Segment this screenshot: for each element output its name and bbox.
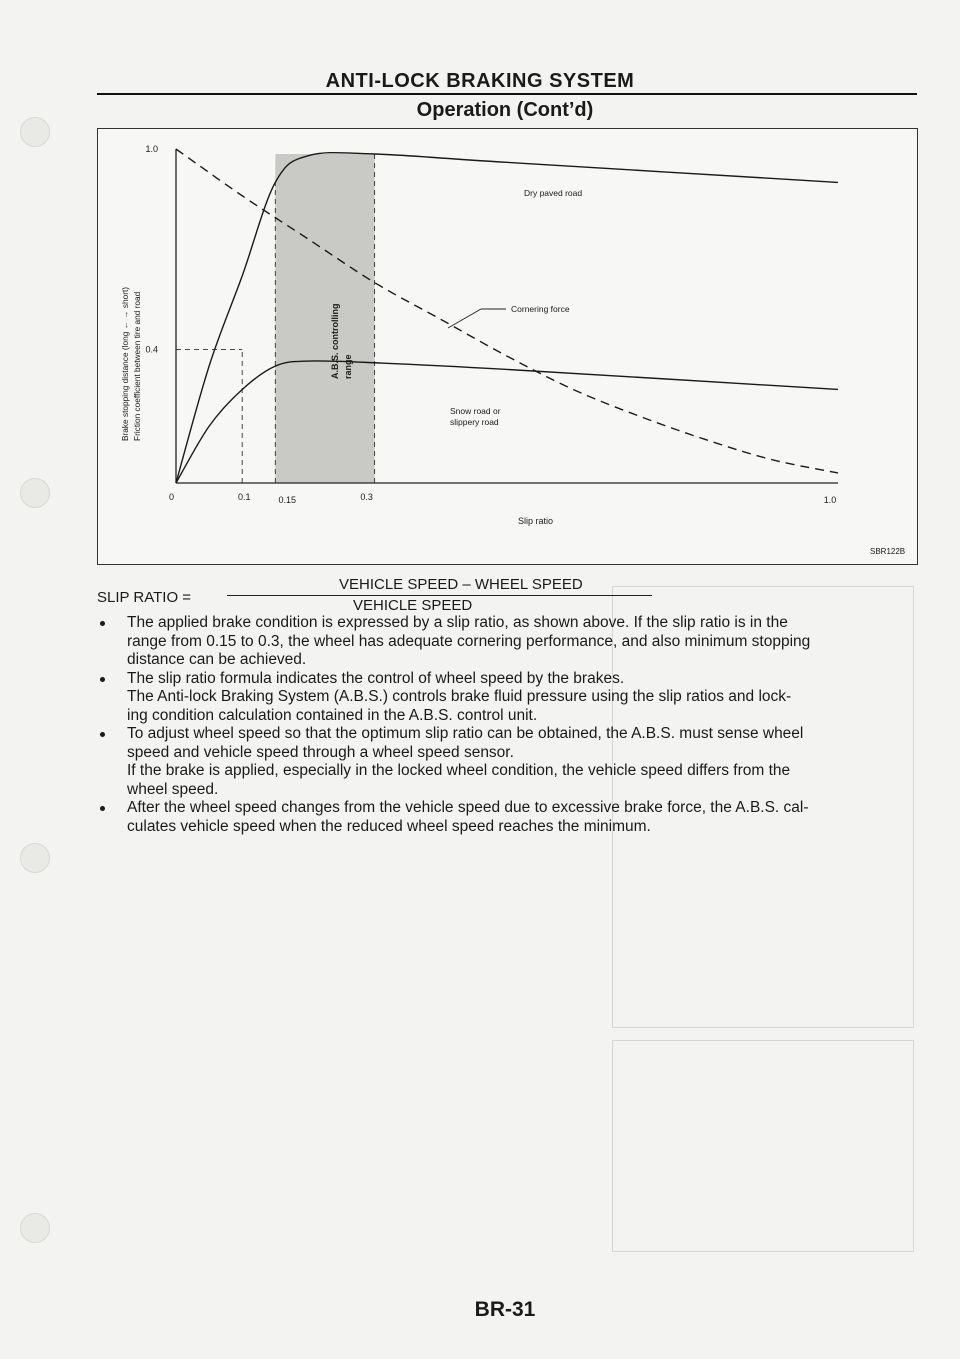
text-line: To adjust wheel speed so that the optimum slip ratio can be obtained, the A.B.S. must sense wheel <box>127 725 804 742</box>
figure-code: SBR122B <box>870 547 906 556</box>
y-axis-label-line-2: Friction coefficient between tire and road <box>132 291 142 441</box>
y-tick-label-0.4: 0.4 <box>145 344 158 355</box>
x-tick-label-0.15: 0.15 <box>278 495 297 505</box>
punch-hole-2 <box>20 478 50 508</box>
text-line: range from 0.15 to 0.3, the wheel has adequate cornering performance, and also minimum stopping <box>127 632 811 650</box>
annotation-cornering-force: Cornering force <box>511 304 570 314</box>
bullet-paragraph-3 <box>97 725 921 799</box>
x-tick-label-0: 0 <box>168 492 174 502</box>
text-line: distance can be achieved. <box>127 651 307 668</box>
annotation-dry-paved-road: Dry paved road <box>524 188 583 198</box>
text-line: ing condition calculation contained in the A.B.S. control unit. <box>127 706 538 724</box>
text-line: The slip ratio formula indicates the control of wheel speed by the brakes. <box>127 669 625 687</box>
header-rule <box>97 93 917 95</box>
x-tick-label-0.1: 0.1 <box>237 492 251 502</box>
bullet-dot <box>100 621 105 626</box>
slip-ratio-figure <box>97 128 918 565</box>
body-text <box>97 614 921 836</box>
annotation-snow-road-line-1: Snow road or <box>450 406 501 416</box>
formula-fraction-bar <box>227 595 652 596</box>
text-line: The Anti-lock Braking System (A.B.S.) controls brake fluid pressure using the slip ratios and lock- <box>127 688 792 705</box>
bullet-dot <box>100 806 105 811</box>
formula-numerator: VEHICLE SPEED – WHEEL SPEED <box>339 576 583 593</box>
formula-denominator: VEHICLE SPEED <box>353 597 473 614</box>
annotation-snow-road-line-2: slippery road <box>450 417 499 427</box>
slip-ratio-chart <box>98 129 917 564</box>
text-line: culates vehicle speed when the reduced wheel speed reaches the minimum. <box>127 817 651 835</box>
punch-hole-4 <box>20 1213 50 1243</box>
page-number: BR-31 <box>474 1298 536 1321</box>
formula-lhs: SLIP RATIO = <box>97 589 192 606</box>
bullet-dot <box>100 677 105 682</box>
text-line: If the brake is applied, especially in the locked wheel condition, the vehicle speed differs from the <box>127 762 791 779</box>
punch-hole-3 <box>20 843 50 873</box>
x-tick-label-1.0: 1.0 <box>823 495 837 505</box>
text-line: The applied brake condition is expressed by a slip ratio, as shown above. If the slip ratio is in the <box>127 614 788 631</box>
bleed-through-box-2 <box>612 1040 914 1252</box>
bullet-paragraph-1 <box>97 614 921 670</box>
page-title: ANTI-LOCK BRAKING SYSTEM <box>325 70 635 92</box>
x-tick-label-0.3: 0.3 <box>360 492 373 502</box>
annotation-leader-cornering <box>448 309 481 328</box>
text-line: wheel speed. <box>127 780 219 798</box>
text-line: speed and vehicle speed through a wheel speed sensor. <box>127 743 514 761</box>
band-label-line-1: A.B.S. controlling <box>330 303 340 379</box>
section-subtitle: Operation (Cont’d) <box>416 99 594 121</box>
bullet-dot <box>100 732 105 737</box>
slip-ratio-formula <box>97 576 917 616</box>
band-label-line-2: range <box>343 354 353 379</box>
y-axis-label-line-1: Brake stopping distance (long ← → short) <box>120 286 130 441</box>
y-tick-label-1.0: 1.0 <box>145 144 158 154</box>
bullet-paragraph-4 <box>97 799 921 836</box>
bullet-paragraph-2 <box>97 670 921 726</box>
text-line: After the wheel speed changes from the vehicle speed due to excessive brake force, the A.B.S. cal- <box>127 799 809 816</box>
x-axis-label: Slip ratio <box>518 516 554 526</box>
abs-controlling-range-band <box>275 154 374 483</box>
